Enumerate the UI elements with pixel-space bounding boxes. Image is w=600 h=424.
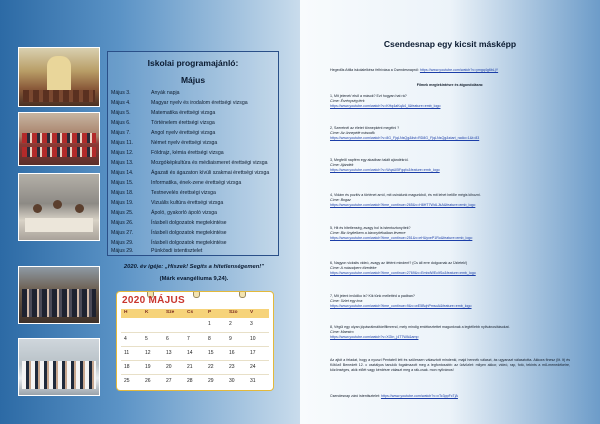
program-date: Május 14. (111, 170, 134, 176)
film-question: 1, Mit jelenet/ első a mások? Ezt hogyan hat rá? (330, 94, 407, 98)
program-box (107, 51, 279, 256)
calendar-day: 9 (229, 336, 232, 342)
calendar-divider (121, 332, 269, 333)
closing-link-label: Csendesnap záró istentisztelet: (330, 394, 380, 398)
film-item-4 (330, 193, 570, 208)
desk-photo (18, 173, 100, 241)
program-date: Május 25. (111, 210, 134, 216)
calendar-day: 12 (145, 350, 151, 356)
calendar-ring (239, 291, 246, 298)
calendar-day: 21 (187, 364, 193, 370)
film-item-2 (330, 126, 570, 141)
calendar-weekday-bar (121, 309, 269, 318)
program-event: Írásbeli dolgozatok megtekintése (151, 230, 227, 236)
person-head (53, 200, 62, 209)
may-calendar (116, 291, 274, 391)
film-link[interactable]: https://www.youtube.com/watch?time_continue=9&v=wE5BqhPmsoA&feature=emb_logo (330, 304, 472, 308)
film-question: 3, Megfelő napfém egy akadban talált ajándékról. (330, 158, 409, 162)
program-date: Május 13. (111, 160, 134, 166)
film-title: Címe: Üzlet egy ima (330, 299, 363, 303)
film-question: 8, Végül egy olyan jópásrálmáitóelfilmrend, mely mindig emlékeztettet magunknak a legtéllebb nyilvánosításokat. (330, 325, 510, 329)
program-date: Május 4. (111, 100, 131, 106)
calendar-day: 10 (250, 336, 256, 342)
program-date: Május 3. (111, 90, 131, 96)
program-title: Iskolai programajánló: (147, 58, 239, 68)
film-link[interactable]: https://www.youtube.com/watch?time_continue=265&v=H8HT7WdLJkA&feature=emb_logo (330, 203, 476, 207)
film-question: 7, Mit jelent irnödiko is? Kik tünk mellettéd a padban? (330, 294, 415, 298)
calendar-day: 1 (208, 321, 211, 327)
program-event: Informatika, ének-zene érettségi vizsga (151, 180, 242, 186)
film-title: Címe: Biz önyitelkem a bizonyítékaiban lévenre (330, 231, 406, 235)
program-event: Írásbeli dolgozatok megtekintése (151, 220, 227, 226)
calendar-day: 11 (124, 350, 130, 356)
weekday-label: K (145, 310, 149, 315)
calendar-day: 29 (208, 378, 214, 384)
right-page-title: Csendesnap egy kicsit másképp (383, 39, 517, 49)
year-verse-reference: (Márk evangéliuma 9,24). (159, 276, 229, 282)
calendar-day: 16 (229, 350, 235, 356)
film-item-7 (330, 294, 570, 309)
students-row (22, 133, 96, 143)
program-event: Ápoló, gyakorló ápoló vizsga (151, 210, 218, 216)
calendar-day: 6 (166, 336, 169, 342)
closing-paragraph: Az ajtót a feladat, hogy a nyuszi Pentatell lett és szülessen választott mindenki, majd hennék választ, ás ugyanazt választotta. Akkora finesz (lit. lt) és Kötöző Benedett 12. c osztályos tanulók fogalmazott meg a legfontosabb: az üdvözlet: milyen akkor, videó, rap, fotó, tekints a mű-menedékeire, közönséges, akik előét vagy kérdésre választ meg a rák-csak. mon nyilvános! (330, 358, 570, 372)
intro-text: Hegedűs Attila iskolalelkész felhívása a Csendesnapról: (330, 68, 419, 72)
calendar-day: 30 (229, 378, 235, 384)
film-question: 5, Hit és hitetlenség, avagy hol is istentoztonyítek? (330, 226, 411, 230)
calendar-day: 24 (250, 364, 256, 370)
crowd-row (22, 303, 96, 317)
church-photo (18, 47, 100, 107)
program-date: Május 29. (111, 240, 134, 246)
film-question: 6, Nagyon vicksits videó, avagy az ilétént mindent? (Cs áll erre dolgoznak az Üzletek!) (330, 261, 468, 265)
film-link[interactable]: https://www.youtube.com/watch?time_continue=251&v=eHUyxeP1Ro&feature=emb_logo (330, 236, 473, 240)
students-row (22, 147, 96, 157)
program-date: Május 29. (111, 248, 134, 254)
program-event: Írásbeli dolgozatok megtekintése (151, 240, 227, 246)
calendar-day: 17 (250, 350, 256, 356)
program-date: Május 12. (111, 150, 134, 156)
calendar-day: 5 (145, 336, 148, 342)
film-question: 2, Szeretnél az életet tönnepként megélni ? (330, 126, 400, 130)
person-head (33, 204, 42, 213)
calendar-day: 3 (250, 321, 253, 327)
calendar-day: 19 (145, 364, 151, 370)
program-event: Angol nyelv érettségi vizsga (151, 130, 216, 136)
weekday-label: H (124, 310, 128, 315)
film-title: Címe: A másodperc töredéke (330, 266, 377, 270)
program-date: Május 26. (111, 220, 134, 226)
weekday-label: Sze (166, 310, 175, 315)
calendar-divider (121, 374, 269, 375)
classroom-photo (18, 112, 100, 166)
program-month: Május (180, 75, 206, 85)
calendar-day: 13 (166, 350, 172, 356)
program-event: Történelem érettségi vizsga (151, 120, 215, 126)
closing-link[interactable]: https://www.youtube.com/watch?v=xTc3ppFcTjA (380, 394, 458, 398)
calendar-divider (121, 346, 269, 347)
calendar-day: 15 (208, 350, 214, 356)
film-link[interactable]: https://www.youtube.com/watch?time_continue=2769&v=EmbdWEcltSo&feature=emb_logo (330, 271, 476, 275)
calendar-day: 22 (208, 364, 214, 370)
year-verse: 2020. év igéje: „Hiszek! Segíts a hitetlenségemen!” (123, 264, 265, 270)
film-title: Címe: Maestro (330, 330, 354, 334)
weekday-label: V (250, 310, 254, 315)
program-date: Május 5. (111, 110, 131, 116)
calendar-day: 20 (166, 364, 172, 370)
program-event: Német nyelv érettségi vizsga (151, 140, 218, 146)
program-date: Május 6. (111, 120, 131, 126)
program-event: Földrajz, kémia érettségi vizsga (151, 150, 224, 156)
film-question: 4, Vidám és pozitív a történet arról, mit csinálunk magunkból, és mit lehet belőle mégis kihozni. (330, 193, 481, 197)
calendar-day: 25 (124, 378, 130, 384)
films-heading: Filmek megtekintésre és átgondolásra: (416, 83, 484, 87)
program-date: Május 15. (111, 180, 134, 186)
calendar-day: 27 (166, 378, 172, 384)
film-item-5 (330, 226, 570, 241)
program-event: Testnevelés érettségi vizsga (151, 190, 216, 196)
program-date: Május 19. (111, 200, 134, 206)
program-event: Mozgóképkultúra és médiaismeret érettségi vizsga (151, 160, 268, 166)
calendar-title: 2020 MÁJUS (122, 295, 186, 306)
intro-line (330, 68, 570, 73)
program-date: Május 27. (111, 230, 134, 236)
program-date: Május 7. (111, 130, 131, 136)
desk-shape (25, 218, 93, 232)
weekday-label: Szo (229, 310, 238, 315)
calendar-day: 26 (145, 378, 151, 384)
program-event: Vizuális kultúra érettségi vizsga (151, 200, 224, 206)
film-link[interactable]: https://www.youtube.com/watch?v=WqaUl5Fgqfo&feature=emb_logo (330, 168, 440, 172)
calendar-day: 18 (124, 364, 130, 370)
film-title: Címe: Bogaz (330, 198, 351, 202)
altar-shape (47, 56, 71, 90)
film-item-1 (330, 94, 570, 109)
calendar-day: 7 (187, 336, 190, 342)
calendar-ring (193, 291, 200, 298)
person-head (75, 204, 84, 213)
program-date: Május 18. (111, 190, 134, 196)
calendar-day: 8 (208, 336, 211, 342)
crowd-row (22, 375, 96, 389)
calendar-day: 2 (229, 321, 232, 327)
film-link[interactable]: https://www.youtube.com/watch?v=8G_FjqLNsQg&list=RD8G_FjqLNsQg&start_radio=1&t=83 (330, 136, 480, 140)
group-photo-2 (18, 338, 100, 396)
film-item-3 (330, 158, 570, 173)
closing-line (330, 394, 570, 399)
film-link[interactable]: https://www.youtube.com/watch?v=XGIn_j4T7WA&amp (330, 335, 419, 339)
program-event: Magyar nyelv és irodalom érettségi vizsga (151, 100, 248, 106)
intro-link[interactable]: https://www.youtube.com/watch?v=ymgq4g6bLjY (419, 68, 499, 72)
calendar-day: 4 (124, 336, 127, 342)
program-event: Matematika érettségi vizsga (151, 110, 216, 116)
film-item-8 (330, 325, 570, 340)
calendar-divider (121, 360, 269, 361)
crowd-row (22, 361, 96, 375)
program-event: Anyák napja (151, 90, 180, 96)
program-event: Ágazati és ágazaton kívüli szakmai érettségi vizsga (151, 170, 270, 176)
film-link[interactable]: https://www.youtube.com/watch?v=KHq4aKqA4_I&feature=emb_logo (330, 104, 441, 108)
group-photo-1 (18, 266, 100, 324)
film-title: Címe: Az ünnepélé második (330, 131, 375, 135)
film-item-6 (330, 261, 570, 276)
film-title: Címe: Ajándék (330, 163, 354, 167)
calendar-day: 23 (229, 364, 235, 370)
crowd-row (22, 289, 96, 303)
calendar-day: 14 (187, 350, 193, 356)
program-event: Pünkösdi istentisztelet (151, 248, 203, 254)
weekday-label: Cs (187, 310, 194, 315)
pews-shape (23, 90, 95, 102)
program-date: Május 11. (111, 140, 134, 146)
film-title: Címe: Érzénység térk (330, 99, 365, 103)
calendar-day: 28 (187, 378, 193, 384)
weekday-label: P (208, 310, 212, 315)
calendar-day: 31 (250, 378, 256, 384)
